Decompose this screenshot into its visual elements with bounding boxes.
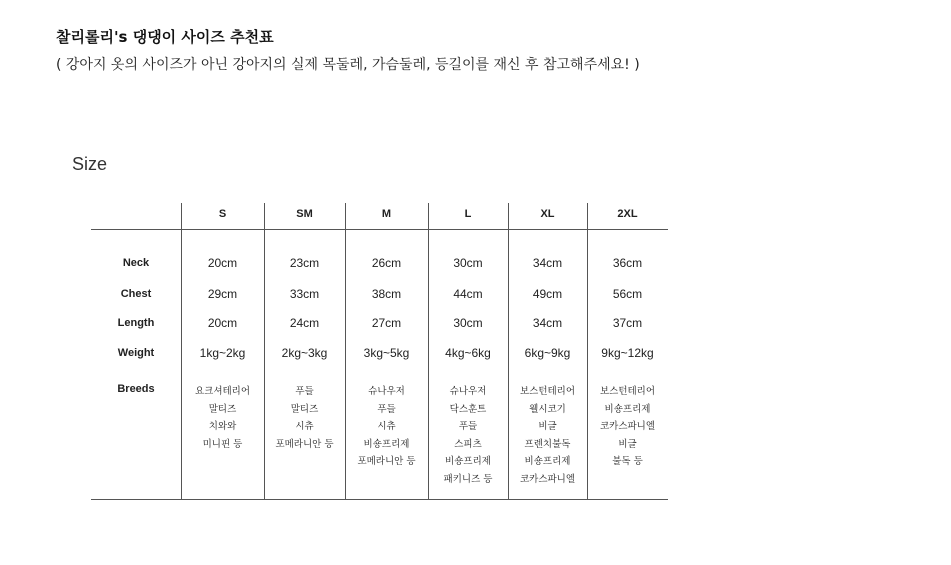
header-divider <box>91 229 668 230</box>
breed-item: 치와와 <box>208 421 237 432</box>
row-label-chest: Chest <box>120 288 152 300</box>
breed-item: 프렌치불독 <box>524 438 571 450</box>
table-cell: 29cm <box>207 287 238 301</box>
column-header-xl: XL <box>540 208 555 220</box>
size-table <box>91 203 668 500</box>
table-cell: 1kg~2kg <box>199 346 246 360</box>
table-cell: 24cm <box>289 316 320 330</box>
breeds-cell <box>508 383 587 488</box>
table-cell: 30cm <box>453 316 483 330</box>
breeds-cell <box>264 383 345 453</box>
row-label-neck: Neck <box>122 257 150 269</box>
breed-item: 포메라니안 등 <box>357 456 416 467</box>
page-title: 찰리롤리's 댕댕이 사이즈 추천표 <box>56 28 274 46</box>
breed-item: 비숑프리제 <box>604 403 651 415</box>
breeds-cell <box>181 383 264 453</box>
breed-item: 미니핀 등 <box>202 438 243 450</box>
breed-item: 슈나우저 <box>449 386 487 397</box>
table-cell: 20cm <box>207 256 238 270</box>
breed-item: 요크셔테리어 <box>194 386 251 397</box>
table-cell: 49cm <box>532 287 563 301</box>
breed-item: 비숑프리제 <box>524 456 571 467</box>
table-cell: 2kg~3kg <box>281 346 328 360</box>
table-cell: 33cm <box>289 287 320 301</box>
row-label-breeds: Breeds <box>117 383 155 395</box>
breeds-cell <box>428 383 508 488</box>
table-cell: 34cm <box>532 316 563 330</box>
breed-item: 보스턴테리어 <box>599 386 656 397</box>
breed-item: 불독 등 <box>612 456 643 467</box>
breed-item: 시츄 <box>377 421 396 432</box>
breed-item: 포메라니안 등 <box>275 438 334 450</box>
breed-item: 슈나우저 <box>368 386 405 397</box>
breed-item: 말티즈 <box>290 403 319 415</box>
column-header-sm: SM <box>296 208 313 220</box>
table-cell: 30cm <box>453 256 483 270</box>
breed-item: 스피츠 <box>454 438 482 450</box>
breed-item: 푸들 <box>295 386 314 397</box>
row-label-length: Length <box>117 317 155 329</box>
column-header-2xl: 2XL <box>617 208 638 220</box>
breed-item: 비숑프리제 <box>445 456 491 467</box>
breed-item: 시츄 <box>295 421 314 432</box>
table-cell: 23cm <box>289 256 320 270</box>
table-cell: 34cm <box>532 256 563 270</box>
breed-item: 코카스파니엘 <box>599 421 656 432</box>
breed-item: 말티즈 <box>208 403 237 415</box>
table-cell: 56cm <box>612 287 643 301</box>
breed-item: 닥스훈트 <box>449 403 487 415</box>
breed-item: 웰시코기 <box>529 403 566 415</box>
table-cell: 26cm <box>371 256 402 270</box>
breeds-cell <box>345 383 428 471</box>
breed-item: 비글 <box>618 438 637 450</box>
table-cell: 9kg~12kg <box>601 346 654 360</box>
column-header-m: M <box>381 208 392 220</box>
table-cell: 4kg~6kg <box>445 346 491 360</box>
size-heading: Size <box>72 154 108 174</box>
column-header-l: L <box>464 208 472 220</box>
table-cell: 3kg~5kg <box>363 346 410 360</box>
table-cell: 38cm <box>371 287 402 301</box>
table-cell: 44cm <box>453 287 483 301</box>
breed-item: 코카스파니엘 <box>519 473 576 485</box>
breeds-cell <box>587 383 668 471</box>
breed-item: 푸들 <box>458 421 478 432</box>
table-cell: 27cm <box>371 316 402 330</box>
breed-item: 보스턴테리어 <box>519 386 576 397</box>
breed-item: 비숑프리제 <box>363 438 410 450</box>
table-cell: 20cm <box>207 316 238 330</box>
table-cell: 36cm <box>612 256 643 270</box>
row-label-weight: Weight <box>117 347 155 359</box>
breed-item: 푸들 <box>377 403 396 415</box>
breed-item: 비글 <box>538 421 557 432</box>
column-header-s: S <box>218 208 227 220</box>
table-cell: 37cm <box>612 316 643 330</box>
breed-item: 패키니즈 등 <box>443 473 493 485</box>
page-subtitle: ( 강아지 옷의 사이즈가 아닌 강아지의 실제 목둘레, 가슴둘레, 등길이를 재신 후 참고해주세요! ) <box>56 57 640 73</box>
table-bottom-rule <box>91 499 668 500</box>
table-cell: 6kg~9kg <box>524 346 571 360</box>
